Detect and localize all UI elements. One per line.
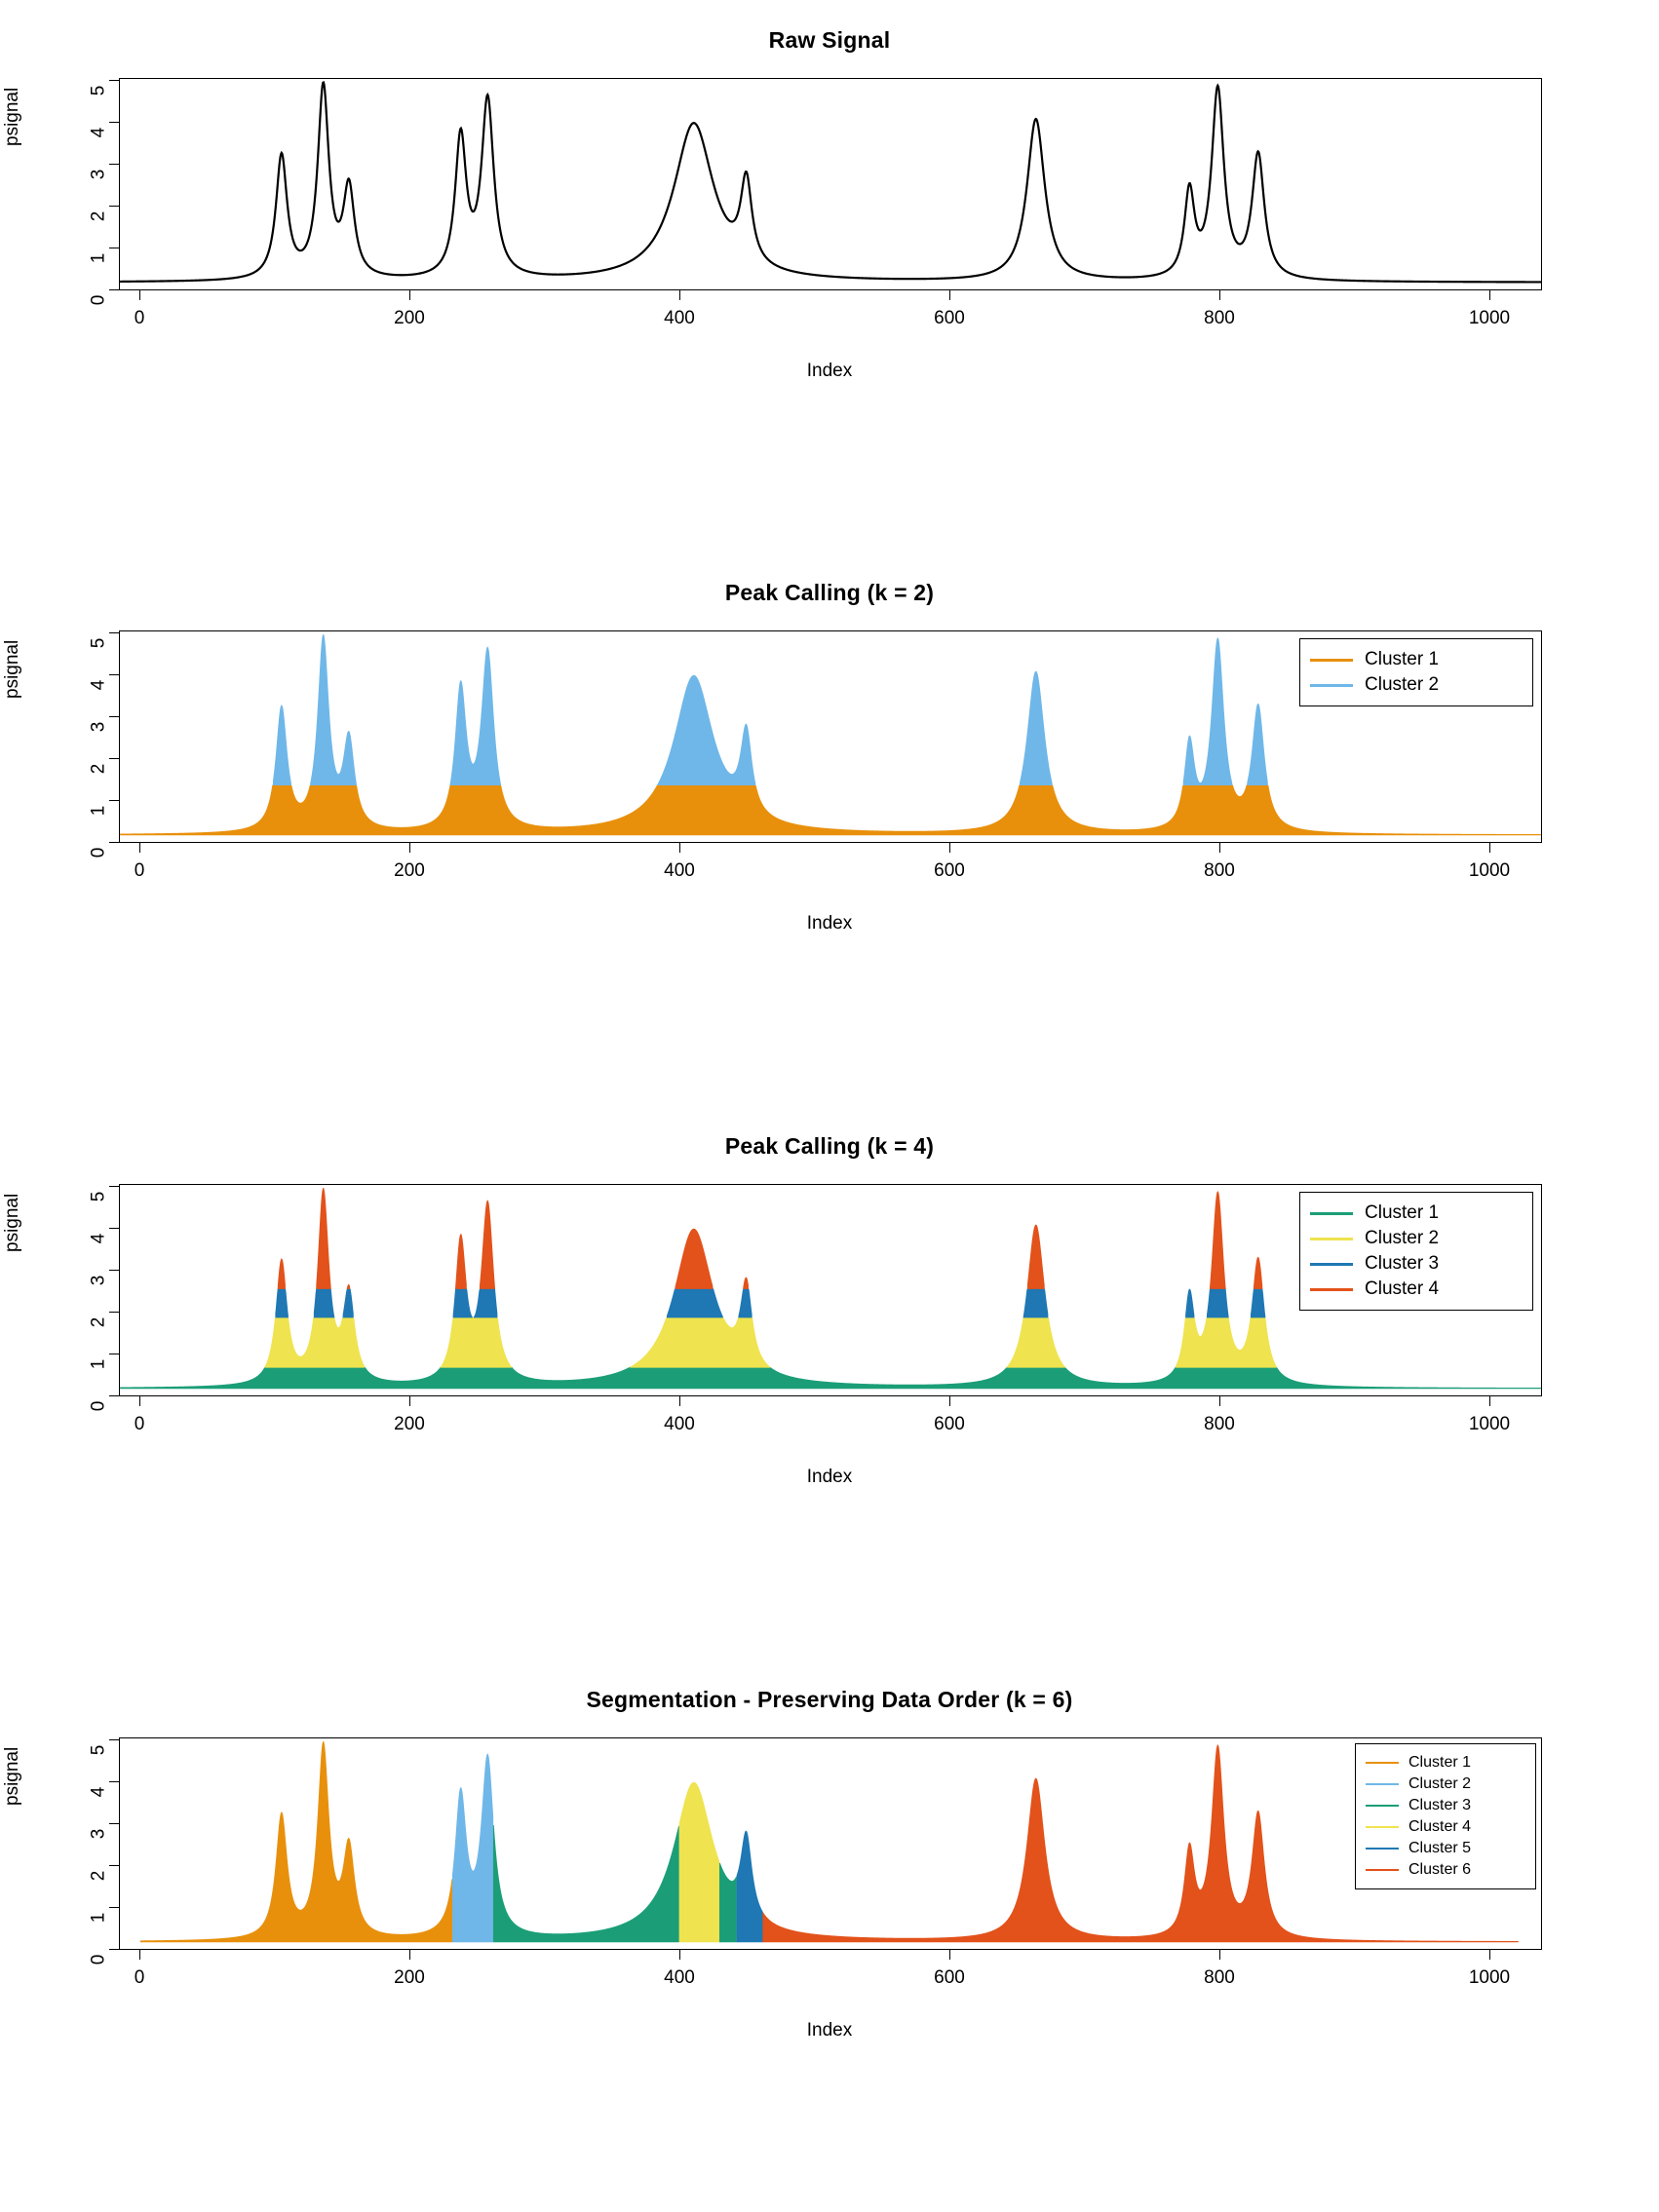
y-tick-label: 4 <box>89 127 109 138</box>
y-tick-label: 5 <box>89 1744 109 1756</box>
y-tick-label: 4 <box>89 679 109 691</box>
legend-swatch <box>1310 1263 1353 1266</box>
x-tick-label: 200 <box>394 308 425 328</box>
x-axis-label: Index <box>806 361 853 381</box>
legend-label: Cluster 3 <box>1408 1797 1472 1813</box>
y-tick-label: 2 <box>89 210 109 222</box>
x-tick-label: 600 <box>934 308 965 328</box>
y-tick-label: 3 <box>89 1828 109 1840</box>
raw-signal-curve <box>120 79 1541 289</box>
y-tick-label: 2 <box>89 763 109 775</box>
y-tick-label: 2 <box>89 1316 109 1328</box>
legend-item[interactable] <box>1366 1838 1522 1859</box>
legend-swatch <box>1366 1805 1399 1808</box>
x-axis-ticks-panel2 <box>119 843 1542 901</box>
legend-k4 <box>1299 1192 1533 1311</box>
x-tick-label: 200 <box>394 860 425 881</box>
y-axis-ticks-panel3 <box>58 1184 119 1412</box>
y-tick-label: 3 <box>89 169 109 180</box>
x-tick-label: 600 <box>934 860 965 881</box>
x-tick-label: 800 <box>1204 1414 1235 1434</box>
x-tick-label: 200 <box>394 1967 425 1988</box>
legend-item[interactable] <box>1310 1226 1519 1251</box>
legend-item[interactable] <box>1310 1277 1519 1302</box>
panel-peak-calling-k4 <box>0 1106 1659 1659</box>
x-axis-ticks-panel1 <box>119 290 1542 349</box>
panel-title: Peak Calling (k = 2) <box>724 580 935 605</box>
y-tick-label: 0 <box>89 294 109 306</box>
y-axis-label: psignal <box>2 1193 22 1252</box>
legend-label: Cluster 2 <box>1365 674 1440 695</box>
legend-label: Cluster 6 <box>1408 1861 1472 1878</box>
y-axis-ticks-panel4 <box>58 1737 119 1965</box>
legend-item[interactable] <box>1310 1201 1519 1226</box>
legend-swatch <box>1366 1762 1399 1765</box>
y-tick-label: 0 <box>89 847 109 858</box>
legend-item[interactable] <box>1366 1795 1522 1816</box>
y-tick-label: 1 <box>89 252 109 264</box>
y-tick-label: 4 <box>89 1233 109 1244</box>
legend-label: Cluster 1 <box>1365 649 1440 669</box>
y-tick-label: 3 <box>89 721 109 733</box>
panel-peak-calling-k2 <box>0 553 1659 1105</box>
x-tick-label: 1000 <box>1468 1967 1511 1988</box>
legend-item[interactable] <box>1366 1859 1522 1881</box>
legend-label: Cluster 2 <box>1365 1228 1440 1248</box>
legend-swatch <box>1366 1869 1399 1872</box>
x-tick-label: 600 <box>934 1414 965 1434</box>
legend-label: Cluster 5 <box>1408 1840 1472 1856</box>
y-axis-ticks-panel1 <box>58 78 119 306</box>
panel-title: Segmentation - Preserving Data Order (k = 6) <box>586 1687 1073 1712</box>
y-tick-label: 5 <box>89 85 109 96</box>
panel-title: Peak Calling (k = 4) <box>724 1133 935 1159</box>
x-tick-label: 0 <box>134 1967 145 1988</box>
legend-swatch <box>1310 1238 1353 1240</box>
y-tick-label: 4 <box>89 1786 109 1798</box>
legend-item[interactable] <box>1310 647 1519 672</box>
y-axis-label: psignal <box>2 639 22 699</box>
legend-item[interactable] <box>1310 672 1519 698</box>
x-axis-label: Index <box>806 2020 853 2040</box>
x-tick-label: 0 <box>134 1414 145 1434</box>
legend-item[interactable] <box>1366 1816 1522 1838</box>
x-axis-ticks-panel3 <box>119 1396 1542 1455</box>
x-tick-label: 1000 <box>1468 860 1511 881</box>
panel-segmentation-k6 <box>0 1659 1659 2212</box>
y-axis-ticks-panel2 <box>58 630 119 858</box>
legend-k6 <box>1355 1743 1536 1889</box>
x-tick-label: 800 <box>1204 1967 1235 1988</box>
x-tick-label: 400 <box>664 860 695 881</box>
x-tick-label: 400 <box>664 1414 695 1434</box>
y-tick-label: 5 <box>89 637 109 649</box>
x-tick-label: 400 <box>664 308 695 328</box>
x-tick-label: 600 <box>934 1967 965 1988</box>
x-axis-label: Index <box>806 913 853 934</box>
x-tick-label: 0 <box>134 860 145 881</box>
x-tick-label: 800 <box>1204 308 1235 328</box>
plot-area-raw <box>119 78 1542 290</box>
legend-label: Cluster 2 <box>1408 1775 1472 1792</box>
legend-k2 <box>1299 638 1533 706</box>
y-axis-label: psignal <box>2 87 22 146</box>
x-tick-label: 1000 <box>1468 308 1511 328</box>
x-tick-label: 0 <box>134 308 145 328</box>
x-tick-label: 400 <box>664 1967 695 1988</box>
y-tick-label: 3 <box>89 1275 109 1286</box>
y-axis-label: psignal <box>2 1746 22 1806</box>
legend-item[interactable] <box>1366 1752 1522 1773</box>
x-tick-label: 200 <box>394 1414 425 1434</box>
y-tick-label: 5 <box>89 1191 109 1202</box>
x-tick-label: 800 <box>1204 860 1235 881</box>
legend-swatch <box>1366 1826 1399 1829</box>
legend-swatch <box>1310 1288 1353 1291</box>
y-tick-label: 0 <box>89 1400 109 1412</box>
x-tick-label: 1000 <box>1468 1414 1511 1434</box>
legend-label: Cluster 1 <box>1408 1754 1472 1771</box>
y-tick-label: 2 <box>89 1870 109 1882</box>
x-axis-label: Index <box>806 1467 853 1487</box>
y-tick-label: 1 <box>89 1358 109 1370</box>
legend-label: Cluster 4 <box>1408 1818 1472 1835</box>
legend-swatch <box>1366 1848 1399 1850</box>
legend-swatch <box>1310 684 1353 687</box>
legend-label: Cluster 1 <box>1365 1202 1440 1223</box>
legend-label: Cluster 4 <box>1365 1278 1440 1299</box>
plot-area-k6 <box>119 1737 1542 1950</box>
legend-swatch <box>1310 1212 1353 1215</box>
panel-title: Raw Signal <box>768 27 891 53</box>
y-tick-label: 1 <box>89 805 109 817</box>
y-tick-label: 1 <box>89 1912 109 1924</box>
k6-segment-fill <box>120 1738 1541 1949</box>
legend-swatch <box>1366 1783 1399 1786</box>
x-axis-ticks-panel4 <box>119 1950 1542 2008</box>
panel-raw-signal <box>0 0 1659 553</box>
legend-item[interactable] <box>1310 1251 1519 1277</box>
legend-label: Cluster 3 <box>1365 1253 1440 1274</box>
y-tick-label: 0 <box>89 1954 109 1965</box>
legend-item[interactable] <box>1366 1773 1522 1795</box>
legend-swatch <box>1310 659 1353 662</box>
